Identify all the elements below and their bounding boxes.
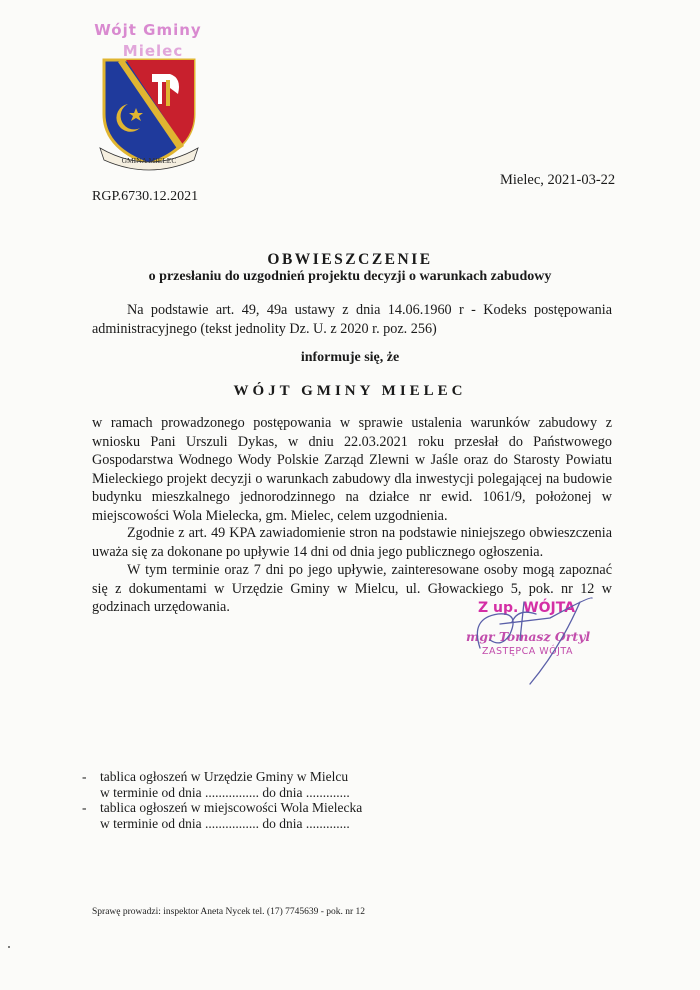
notice-title: OBWIESZCZENIE: [267, 251, 433, 268]
list-dash: -: [82, 769, 87, 784]
distribution-place: tablica ogłoszeń w miejscowości Wola Mielecka: [100, 800, 363, 816]
distribution-item: [82, 800, 512, 831]
distribution-place: tablica ogłoszeń w Urzędzie Gminy w Mielcu: [100, 769, 349, 784]
body-paragraph: w ramach prowadzonego postępowania w sprawie ustalenia warunków zabudowy z wniosku Pani Urszuli Dykas, w dniu 22.03.2021 roku przesłał do Państwowego Gospodarstwa Wodnego Wody Polskie Zarząd Zlewni w Jaśle oraz do Starosty Powiatu Mieleckiego projekt decyzji o warunkach zabudowy dla inwestycji polegającej na budowie budynku mieszkalnego jednorodzinnego na działce nr ewid. 1061/9, położonej w miejscowości Wola Mielecka, gm. Mielec, celem uzgodnienia.: [92, 415, 612, 524]
signatory-name: mgr Tomasz Ortyl: [466, 629, 591, 644]
distribution-term: w terminie od dnia ................ do dnia .............: [100, 815, 350, 831]
distribution-item: [82, 769, 512, 800]
informs-line: informuje się, że: [300, 350, 400, 365]
list-dash: -: [82, 800, 87, 816]
distribution-list: [82, 769, 512, 831]
on-behalf-stamp: Z up. WÓJTA: [478, 600, 576, 616]
distribution-term: w terminie od dnia ................ do dnia .............: [100, 784, 350, 800]
deadline-paragraph: W tym terminie oraz 7 dni po jego upływie, zainteresowane osoby mogą zapoznać się z dokumentami w Urzędzie Gminy w Mielcu, ul. Głowackiego 5, pok. nr 12 w godzinach urzędowania.: [92, 562, 612, 615]
signature-stamp: [440, 588, 630, 688]
stamp-line-2: Mielec: [122, 42, 184, 60]
reference-number: RGP.6730.12.2021: [92, 189, 199, 204]
stamp-line-1: Wójt Gminy: [94, 21, 202, 39]
authority-heading: WÓJT GMINY MIELEC: [233, 383, 467, 399]
signatory-role: ZASTĘPCA WÓJTA: [482, 646, 573, 657]
crest-ribbon-text: GMINA MIELEC: [121, 156, 177, 165]
handwritten-signature-icon: [440, 588, 630, 688]
notice-subtitle: o przesłaniu do uzgodnień projektu decyzji o warunkach zabudowy: [148, 269, 552, 284]
case-officer-footer: Sprawę prowadzi: inspektor Aneta Nycek tel. (17) 7745639 - pok. nr 12: [92, 907, 366, 917]
coat-of-arms-icon: [96, 52, 202, 176]
document-date: Mielec, 2021-03-22: [500, 172, 616, 188]
legal-basis-paragraph: Na podstawie art. 49, 49a ustawy z dnia 14.06.1960 r - Kodeks postępowania administracyjnego (tekst jednolity Dz. U. z 2020 r. poz. 256): [92, 302, 612, 337]
kpa-paragraph: Zgodnie z art. 49 KPA zawiadomienie stron na podstawie niniejszego obwieszczenia uważa się za dokonane po upływie 14 dni od dnia jego publicznego ogłoszenia.: [92, 525, 612, 560]
scan-speck: [8, 946, 10, 948]
